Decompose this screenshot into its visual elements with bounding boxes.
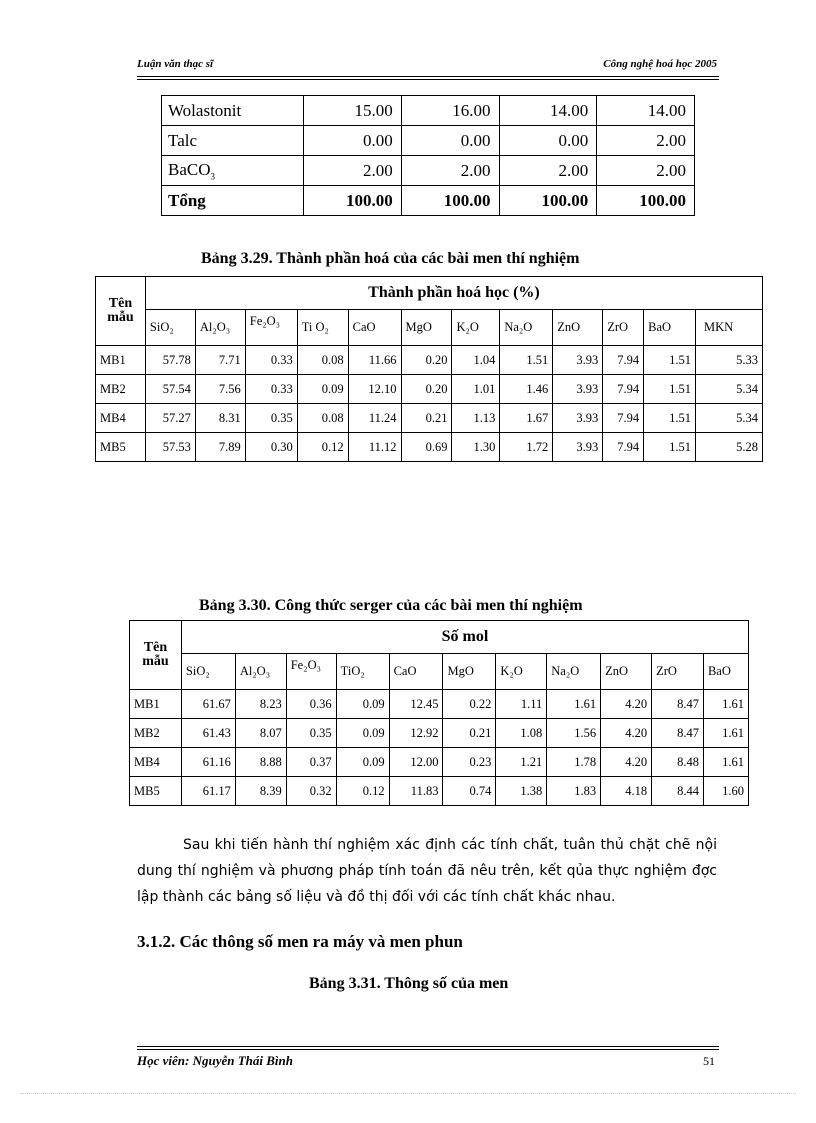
cell: 0.00	[304, 126, 402, 156]
cell: 8.48	[652, 748, 704, 777]
cell: 1.61	[703, 748, 748, 777]
cell: 14.00	[597, 96, 695, 126]
cell: 2.00	[499, 156, 597, 186]
cell: 57.54	[145, 375, 195, 404]
caption-table-3-30: Bảng 3.30. Công thức serger của các bài men thí nghiệm	[199, 597, 583, 614]
cell: 0.09	[297, 375, 348, 404]
row-name: Talc	[162, 126, 304, 156]
footer-author: Học viên: Nguyễn Thái Bình	[137, 1053, 294, 1068]
cell: 1.11	[496, 690, 547, 719]
cell: 7.56	[195, 375, 245, 404]
cell: 61.17	[181, 777, 235, 806]
cell: 1.51	[644, 346, 696, 375]
table-row	[162, 156, 695, 186]
page-edge-divider	[20, 1093, 796, 1094]
cell: 4.20	[601, 719, 652, 748]
cell: 0.35	[245, 404, 297, 433]
name-header-line2: mẫu	[107, 310, 134, 325]
column-header: MKN	[696, 310, 763, 346]
table-row-total	[162, 186, 695, 216]
cell: 12.45	[389, 690, 443, 719]
cell: 0.09	[336, 719, 389, 748]
group-header: Số mol	[181, 621, 748, 654]
cell: 0.20	[401, 375, 452, 404]
header-right: Công nghệ hoá học 2005	[603, 58, 717, 70]
cell: 8.47	[652, 719, 704, 748]
cell: 0.35	[286, 719, 336, 748]
column-header: SiO₂	[145, 310, 195, 346]
group-header-row	[96, 277, 763, 310]
cell: 14.00	[499, 96, 597, 126]
column-header: TiO₂	[336, 654, 389, 690]
cell: 2.00	[597, 126, 695, 156]
cell: 1.78	[547, 748, 601, 777]
cell: 1.30	[452, 433, 500, 462]
column-header: MgO	[443, 654, 496, 690]
cell: 1.51	[644, 433, 696, 462]
cell: 100.00	[304, 186, 402, 216]
cell: 0.37	[286, 748, 336, 777]
table-row	[130, 777, 749, 806]
caption-table-3-29: Bảng 3.29. Thành phần hoá của các bài men thí nghiệm	[201, 250, 580, 267]
footer-rule	[137, 1046, 719, 1050]
cell: 0.23	[443, 748, 496, 777]
cell: 7.89	[195, 433, 245, 462]
header-left: Luận văn thạc sĩ	[137, 58, 214, 70]
cell: 3.93	[553, 346, 603, 375]
column-header: Al₂O₃	[235, 654, 286, 690]
cell: 5.33	[696, 346, 763, 375]
cell: 11.12	[348, 433, 401, 462]
cell: 1.83	[547, 777, 601, 806]
cell: 100.00	[401, 186, 499, 216]
cell: 8.31	[195, 404, 245, 433]
cell: 57.53	[145, 433, 195, 462]
column-header: BaO	[644, 310, 696, 346]
row-name-base: BaCO	[168, 159, 211, 179]
column-header: Al₂O₃	[195, 310, 245, 346]
cell: 1.51	[500, 346, 553, 375]
cell: 1.56	[547, 719, 601, 748]
cell: 0.33	[245, 346, 297, 375]
table-3-29	[95, 276, 763, 462]
cell: 1.08	[496, 719, 547, 748]
cell: 4.18	[601, 777, 652, 806]
cell: 100.00	[597, 186, 695, 216]
page-number: 51	[703, 1054, 715, 1068]
cell: 0.09	[336, 690, 389, 719]
table-row	[96, 433, 763, 462]
cell: 1.01	[452, 375, 500, 404]
cell: 8.44	[652, 777, 704, 806]
column-header: ZnO	[553, 310, 603, 346]
cell: 1.60	[703, 777, 748, 806]
cell: 7.94	[603, 346, 644, 375]
table-row	[162, 126, 695, 156]
page-footer	[137, 1053, 717, 1069]
row-name: MB4	[96, 404, 146, 433]
body-paragraph	[137, 832, 717, 910]
cell: 0.09	[336, 748, 389, 777]
cell: 4.20	[601, 748, 652, 777]
column-header: CaO	[348, 310, 401, 346]
cell: 12.92	[389, 719, 443, 748]
cell: 7.94	[603, 404, 644, 433]
header-rule	[137, 76, 719, 80]
cell: 1.61	[703, 719, 748, 748]
cell: 0.08	[297, 346, 348, 375]
cell: 15.00	[304, 96, 402, 126]
row-name: MB2	[130, 719, 182, 748]
row-name: MB5	[96, 433, 146, 462]
column-header: Na₂O	[547, 654, 601, 690]
cell: 0.36	[286, 690, 336, 719]
section-heading: 3.1.2. Các thông số men ra máy và men phun	[137, 932, 463, 951]
cell: 1.13	[452, 404, 500, 433]
cell: 0.20	[401, 346, 452, 375]
row-name: Wolastonit	[162, 96, 304, 126]
table-row	[130, 690, 749, 719]
cell: 2.00	[401, 156, 499, 186]
cell: 1.61	[703, 690, 748, 719]
cell: 0.12	[336, 777, 389, 806]
cell: 0.00	[499, 126, 597, 156]
group-header: Thành phần hoá học (%)	[145, 277, 762, 310]
name-header-line1: Tên	[108, 296, 133, 311]
cell: 12.10	[348, 375, 401, 404]
cell: 61.16	[181, 748, 235, 777]
column-header: ZrO	[652, 654, 704, 690]
composition-table-continued	[161, 95, 695, 216]
cell: 57.27	[145, 404, 195, 433]
table-row	[162, 96, 695, 126]
cell: 0.12	[297, 433, 348, 462]
row-name: MB5	[130, 777, 182, 806]
column-header: Fe₂O₃	[245, 310, 297, 346]
column-header: Fe₂O₃	[286, 654, 336, 690]
group-header-row	[130, 621, 749, 654]
cell: 5.34	[696, 375, 763, 404]
column-header: BaO	[703, 654, 748, 690]
page-header	[137, 56, 717, 76]
cell: 11.66	[348, 346, 401, 375]
cell: 8.88	[235, 748, 286, 777]
table-row	[130, 748, 749, 777]
caption-table-3-31: Bảng 3.31. Thông số của men	[309, 975, 509, 992]
column-header: SiO₂	[181, 654, 235, 690]
cell: 1.38	[496, 777, 547, 806]
cell: 11.83	[389, 777, 443, 806]
cell: 5.34	[696, 404, 763, 433]
cell: 2.00	[597, 156, 695, 186]
cell: 0.32	[286, 777, 336, 806]
cell: 7.94	[603, 433, 644, 462]
row-name: MB1	[130, 690, 182, 719]
row-name: MB4	[130, 748, 182, 777]
cell: 1.67	[500, 404, 553, 433]
paragraph-text: Sau khi tiến hành thí nghiệm xác định các tính chất, tuân thủ chặt chẽ nội dung thí nghiệm và phương pháp tính toán đã nêu trên, kết qủa thực nghiệm đợc lập thành các bảng số liệu và đồ thị đối với các tính chất khác nhau.	[137, 837, 717, 905]
column-header-row	[96, 310, 763, 346]
column-header: ZnO	[601, 654, 652, 690]
cell: 11.24	[348, 404, 401, 433]
cell: 0.74	[443, 777, 496, 806]
cell: 8.47	[652, 690, 704, 719]
column-header: K₂O	[496, 654, 547, 690]
cell: 0.00	[401, 126, 499, 156]
column-header-row	[130, 654, 749, 690]
cell: 0.30	[245, 433, 297, 462]
table-row	[96, 404, 763, 433]
cell: 57.78	[145, 346, 195, 375]
cell: 100.00	[499, 186, 597, 216]
column-header: MgO	[401, 310, 452, 346]
table-3-30	[129, 620, 749, 806]
row-name: Tổng	[162, 186, 304, 216]
table-row	[96, 346, 763, 375]
cell: 12.00	[389, 748, 443, 777]
cell: 7.94	[603, 375, 644, 404]
cell: 7.71	[195, 346, 245, 375]
table-row	[130, 719, 749, 748]
cell: 8.23	[235, 690, 286, 719]
name-header	[96, 277, 146, 346]
cell: 1.61	[547, 690, 601, 719]
cell: 16.00	[401, 96, 499, 126]
cell: 0.69	[401, 433, 452, 462]
cell: 0.08	[297, 404, 348, 433]
table-row	[96, 375, 763, 404]
cell: 3.93	[553, 404, 603, 433]
cell: 0.21	[443, 719, 496, 748]
name-header-line2: mẫu	[142, 654, 169, 669]
cell: 4.20	[601, 690, 652, 719]
column-header: Ti O₂	[297, 310, 348, 346]
cell: 3.93	[553, 375, 603, 404]
cell: 61.67	[181, 690, 235, 719]
cell: 1.72	[500, 433, 553, 462]
row-name	[162, 156, 304, 186]
row-name: MB1	[96, 346, 146, 375]
cell: 2.00	[304, 156, 402, 186]
cell: 5.28	[696, 433, 763, 462]
cell: 1.51	[644, 404, 696, 433]
cell: 61.43	[181, 719, 235, 748]
cell: 1.04	[452, 346, 500, 375]
cell: 1.21	[496, 748, 547, 777]
cell: 3.93	[553, 433, 603, 462]
cell: 8.39	[235, 777, 286, 806]
cell: 8.07	[235, 719, 286, 748]
cell: 1.46	[500, 375, 553, 404]
name-header-line1: Tên	[143, 640, 168, 655]
row-name-subscript: 3	[210, 171, 215, 182]
column-header: Na₂O	[500, 310, 553, 346]
cell: 0.22	[443, 690, 496, 719]
cell: 0.33	[245, 375, 297, 404]
column-header: ZrO	[603, 310, 644, 346]
row-name: MB2	[96, 375, 146, 404]
column-header: CaO	[389, 654, 443, 690]
cell: 0.21	[401, 404, 452, 433]
cell: 1.51	[644, 375, 696, 404]
column-header: K₂O	[452, 310, 500, 346]
name-header	[130, 621, 182, 690]
